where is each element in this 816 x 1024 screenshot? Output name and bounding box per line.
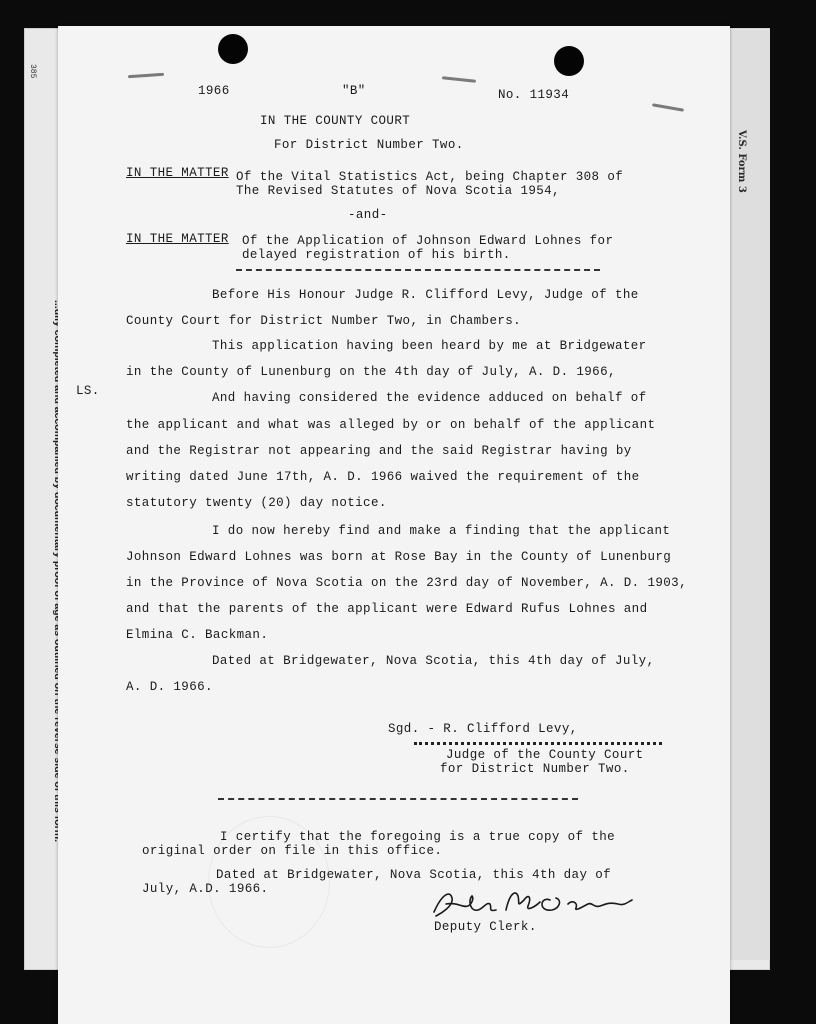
body-line: in the County of Lunenburg on the 4th day of July, A. D. 1966, xyxy=(126,365,616,379)
judge-title-1: Judge of the County Court xyxy=(446,748,644,762)
body-line: Before His Honour Judge R. Clifford Levy, Judge of the xyxy=(212,288,639,302)
court-order-page xyxy=(58,26,730,1024)
body-line: I do now hereby find and make a finding that the applicant xyxy=(212,524,671,538)
matter-text-1b: The Revised Statutes of Nova Scotia 1954, xyxy=(236,184,560,198)
court-heading: IN THE COUNTY COURT xyxy=(260,114,411,128)
matter-label-1: IN THE MATTER xyxy=(126,166,229,180)
matter-label-2: IN THE MATTER xyxy=(126,232,229,246)
case-letter: "B" xyxy=(342,84,366,98)
certificate-line: I certify that the foregoing is a true copy of the xyxy=(220,830,616,844)
body-line: A. D. 1966. xyxy=(126,680,213,694)
signature-dotted-rule xyxy=(414,742,662,745)
body-line: Elmina C. Backman. xyxy=(126,628,269,642)
certificate-line: July, A.D. 1966. xyxy=(142,882,269,896)
district-heading: For District Number Two. xyxy=(274,138,464,152)
certificate-line: original order on file in this office. xyxy=(142,844,443,858)
punch-hole-right xyxy=(554,46,584,76)
body-line: Dated at Bridgewater, Nova Scotia, this 4th day of July, xyxy=(212,654,655,668)
body-line: And having considered the evidence adduced on behalf of xyxy=(212,391,647,405)
certificate-line: Dated at Bridgewater, Nova Scotia, this 4th day of xyxy=(216,868,612,882)
judge-title-2: for District Number Two. xyxy=(440,762,630,776)
matter-text-2a: Of the Application of Johnson Edward Lohnes for xyxy=(242,234,614,248)
body-line: the applicant and what was alleged by or on behalf of the applicant xyxy=(126,418,656,432)
body-line: County Court for District Number Two, in Chambers. xyxy=(126,314,522,328)
body-line: and that the parents of the applicant were Edward Rufus Lohnes and xyxy=(126,602,648,616)
body-line: and the Registrar not appearing and the said Registrar having by xyxy=(126,444,632,458)
handwritten-signature xyxy=(428,884,638,924)
matter-text-1a: Of the Vital Statistics Act, being Chapter 308 of xyxy=(236,170,624,184)
certificate-divider xyxy=(218,798,578,800)
body-line: This application having been heard by me at Bridgewater xyxy=(212,339,647,353)
and-separator: -and- xyxy=(348,208,388,222)
body-line: in the Province of Nova Scotia on the 23rd day of November, A. D. 1903, xyxy=(126,576,687,590)
clerk-title: Deputy Clerk. xyxy=(434,920,537,934)
staple-mark xyxy=(128,73,164,79)
matter-text-2b: delayed registration of his birth. xyxy=(242,248,511,262)
form-number-label: V.S. Form 3 xyxy=(736,130,747,193)
strip-number: 385 xyxy=(28,64,37,79)
case-number: No. 11934 xyxy=(498,88,570,102)
body-line: writing dated June 17th, A. D. 1966 waived the requirement of the xyxy=(126,470,640,484)
staple-mark xyxy=(652,103,684,112)
ls-seal-label: LS. xyxy=(76,384,100,398)
body-line: Johnson Edward Lohnes was born at Rose Bay in the County of Lunenburg xyxy=(126,550,672,564)
body-line: statutory twenty (20) day notice. xyxy=(126,496,387,510)
judge-signature-line: Sgd. - R. Clifford Levy, xyxy=(388,722,578,736)
case-year: 1966 xyxy=(198,84,230,98)
heading-divider xyxy=(236,269,600,271)
punch-hole-left xyxy=(218,34,248,64)
staple-mark xyxy=(442,76,476,83)
